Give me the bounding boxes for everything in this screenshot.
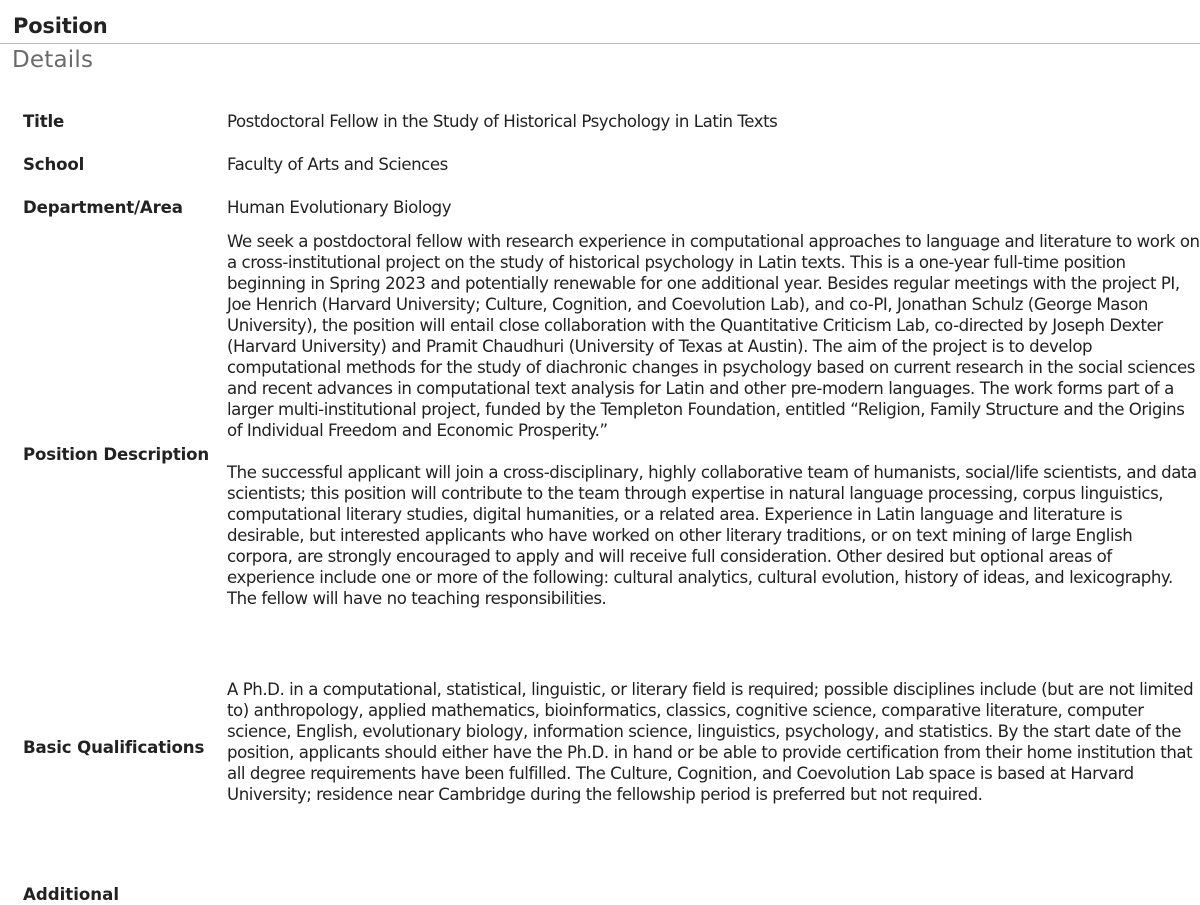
- section-subtitle: Details: [12, 47, 94, 73]
- field-label-title: Title: [23, 112, 65, 131]
- position-description-paragraph: We seek a postdoctoral fellow with research experience in computational approaches to language and literature to work on a cross-institutional project on the study of historical psychology in Latin texts. This is a one-year full-time position beginning in Spring 2023 and potentially renewable for one additional year. Besides regular meetings with the project PI, Joe Henrich (Harvard University; Culture, Cognition, and Coevolution Lab), and co-PI, Jonathan Schulz (George Mason University), the position will entail close collaboration with the Quantitative Criticism Lab, co-directed by Joseph Dexter (Harvard University) and Pramit Chaudhuri (University of Texas at Austin). The aim of the project is to develop computational methods for the study of diachronic changes in psychology based on current research in the social sciences and recent advances in computational text analysis for Latin and other pre-modern languages. The work forms part of a larger multi-institutional project, funded by the Templeton Foundation, entitled “Religion, Family Structure and the Origins of Individual Freedom and Economic Prosperity.”: [227, 232, 1200, 440]
- field-value-basic-qualifications: [227, 679, 1200, 815]
- section-title: Position: [13, 14, 108, 38]
- field-label-position-description: Position Description: [23, 444, 210, 464]
- field-row-school: [13, 143, 1200, 186]
- field-label-school: School: [23, 155, 85, 174]
- field-label-basic-qualifications: Basic Qualifications: [23, 737, 205, 757]
- field-row-position-description: [13, 229, 1200, 679]
- field-row-basic-qualifications: [13, 679, 1200, 815]
- field-value-position-description: [227, 229, 1200, 679]
- field-row-title: [13, 100, 1200, 143]
- basic-qualifications-text: A Ph.D. in a computational, statistical, linguistic, or literary field is required; possible disciplines include (but are not limited to) anthropology, applied mathematics, bioinformatics, classics, cognitive science, comparative literature, computer science, English, evolutionary biology, information science, linguistics, psychology, and statistics. By the start date of the position, applicants should either have the Ph.D. in hand or be able to provide certification from their home institution that all degree requirements have been fulfilled. The Culture, Cognition, and Coevolution Lab space is based at Harvard University; residence near Cambridge during the fellowship period is preferred but not required.: [227, 680, 1194, 804]
- field-row-department: [13, 186, 1200, 229]
- header-divider: [0, 43, 1200, 44]
- details-table: [13, 100, 1200, 815]
- field-value-department: Human Evolutionary Biology: [227, 198, 452, 217]
- field-value-title: Postdoctoral Fellow in the Study of Historical Psychology in Latin Texts: [227, 112, 778, 131]
- field-value-school: Faculty of Arts and Sciences: [227, 155, 448, 174]
- field-label-additional-qualifications: Additional: [23, 885, 120, 904]
- field-label-department: Department/Area: [23, 198, 183, 217]
- position-description-paragraph: The successful applicant will join a cross-disciplinary, highly collaborative team of humanists, social/life scientists, and data scientists; this position will contribute to the team through expertise in natural language processing, corpus linguistics, computational literary studies, digital humanities, or a related area. Experience in Latin language and literature is desirable, but interested applicants who have worked on other literary traditions, or on text mining of large English corpora, are strongly encouraged to apply and will receive full consideration. Other desired but optional areas of experience include one or more of the following: cultural analytics, cultural evolution, history of ideas, and lexicography. The fellow will have no teaching responsibilities.: [227, 463, 1197, 608]
